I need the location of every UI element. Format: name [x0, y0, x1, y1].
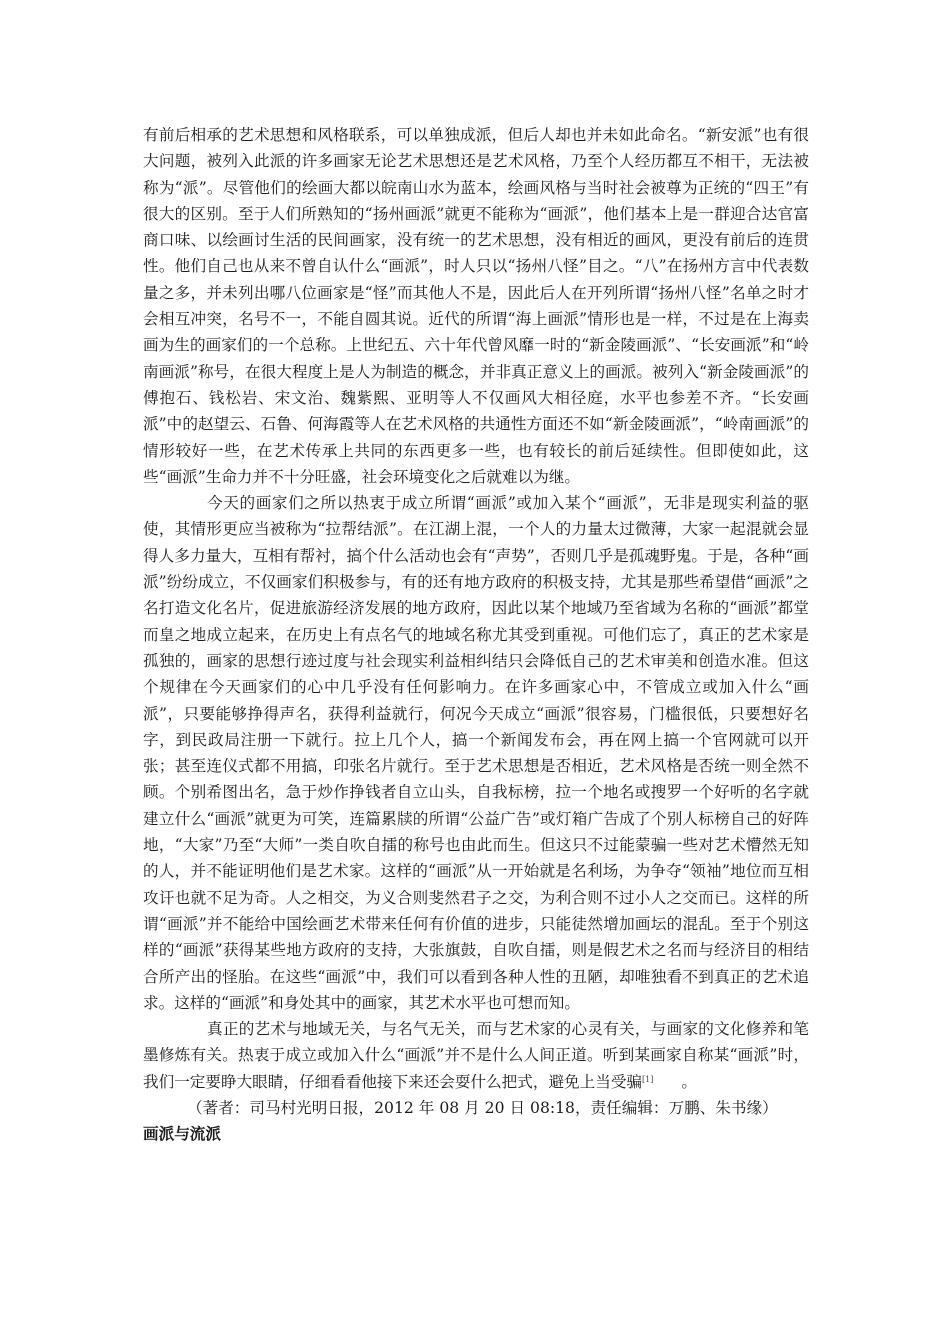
body-paragraph-2: 今天的画家们之所以热衷于成立所谓“画派”或加入某个“画派”，无非是现实利益的驱使，其情形更应当被称为“拉帮结派”。在江湖上混，一个人的力量太过微薄，大家一起混就会显得人多力量大，互相有帮衬，搞个什么活动也会有“声势”，否则几乎是孤魂野鬼。于是，各种“画派”纷纷成立，不仅画家们积极参与，有的还有地方政府的积极支持，尤其是那些希望借“画派”之名打造文化名片，促进旅游经济发展的地方政府，因此以某个地域乃至省域为名称的“画派”都堂而皇之地成立起来，在历史上有点名气的地域名称尤其受到重视。可他们忘了，真正的艺术家是孤独的，画家的思想行迹过度与社会现实利益相纠结只会降低自己的艺术审美和创造水准。但这个规律在今天画家们的心中几乎没有任何影响力。在许多画家心中，不管成立或加入什么“画派”，只要能够挣得声名，获得利益就行，何况今天成立“画派”很容易，门槛很低，只要想好名字，到民政局注册一下就行。拉上几个人，搞一个新闻发布会，再在网上搞一个官网就可以开张；甚至连仪式都不用搞，印张名片就行。至于艺术思想是否相近，艺术风格是否统一则全然不顾。个别希图出名，急于炒作挣钱者自立山头，自我标榜，拉一个地名或搜罗一个好听的名字就建立什么“画派”就更为可笑，连篇累牍的所谓“公益广告”或灯箱广告成了个别人标榜自己的好阵地，“大家”乃至“大师”一类自吹自擂的称号也由此而生。但这只不过能蒙骗一些对艺术懵然无知的人，并不能证明他们是艺术家。这样的“画派”从一开始就是名利场，为争夺“领袖”地位而互相攻讦也就不足为奇。人之相交，为义合则斐然君子之交，为利合则不过小人之交而已。这样的所谓“画派”并不能给中国绘画艺术带来任何有价值的进步，只能徒然增加画坛的混乱。至于个别这样的“画派”获得某些地方政府的支持，大张旗鼓，自吹自擂，则是假艺术之名而与经济目的相结合所产出的怪胎。在这些“画派”中，我们可以看到各种人性的丑陋，却唯独看不到真正的艺术追求。这样的“画派”和身处其中的画家，其艺术水平也可想而知。	[143, 494, 809, 1012]
section-heading: 画派与流派	[143, 1124, 221, 1144]
body-paragraph-1: 有前后相承的艺术思想和风格联系，可以单独成派，但后人却也并未如此命名。“新安派”也有很大问题，被列入此派的许多画家无论艺术思想还是艺术风格，乃至个人经历都互不相干，无法被称为“派”。尽管他们的绘画大都以皖南山水为蓝本，绘画风格与当时社会被尊为正统的“四王”有很大的区别。至于人们所熟知的“扬州画派”就更不能称为“画派”，他们基本上是一群迎合达官富商口味、以绘画讨生活的民间画家，没有统一的艺术思想，没有相近的画风，更没有前后的连贯性。他们自己也从来不曾自认什么“画派”，时人只以“扬州八怪”目之。“八”在扬州方言中代表数量之多，并未列出哪八位画家是“怪”而其他人不是，因此后人在开列所谓“扬州八怪”名单之时才会相互冲突，名号不一，不能自圆其说。近代的所谓“海上画派”情形也是一样，不过是在上海卖画为生的画家们的一个总称。上世纪五、六十年代曾风靡一时的“新金陵画派”、“长安画派”和“岭南画派”称号，在很大程度上是人为制造的概念，并非真正意义上的画派。被列入“新金陵画派”的傅抱石、钱松岩、宋文治、魏紫熙、亚明等人不仅画风大相径庭，水平也参差不齐。“长安画派”中的赵望云、石鲁、何海霞等人在艺术风格的共通性方面还不如“新金陵画派”，“岭南画派”的情形较好一些，在艺术传承上共同的东西更多一些，也有较长的前后延续性。但即使如此，这些“画派”生命力并不十分旺盛，社会环境变化之后就难以为继。	[143, 126, 809, 486]
document-page	[143, 122, 809, 1148]
footnote-reference[interactable]: [1]	[642, 1074, 654, 1084]
article-credit: （著者：司马村光明日报，2012 年 08 月 20 日 08:18，责任编辑：万鹏、朱书缘）	[187, 1098, 778, 1117]
body-paragraph-3-text: 真正的艺术与地域无关，与名气无关，而与艺术家的心灵有关，与画家的文化修养和笔墨修炼有关。热衷于成立或加入什么“画派”并不是什么人间正道。听到某画家自称某“画派”时，我们一定要睁大眼睛，仔细看看他接下来还会耍什么把式，避免上当受骗	[143, 1020, 809, 1091]
closing-period: 。	[681, 1072, 697, 1091]
body-paragraph-3	[143, 1016, 809, 1095]
